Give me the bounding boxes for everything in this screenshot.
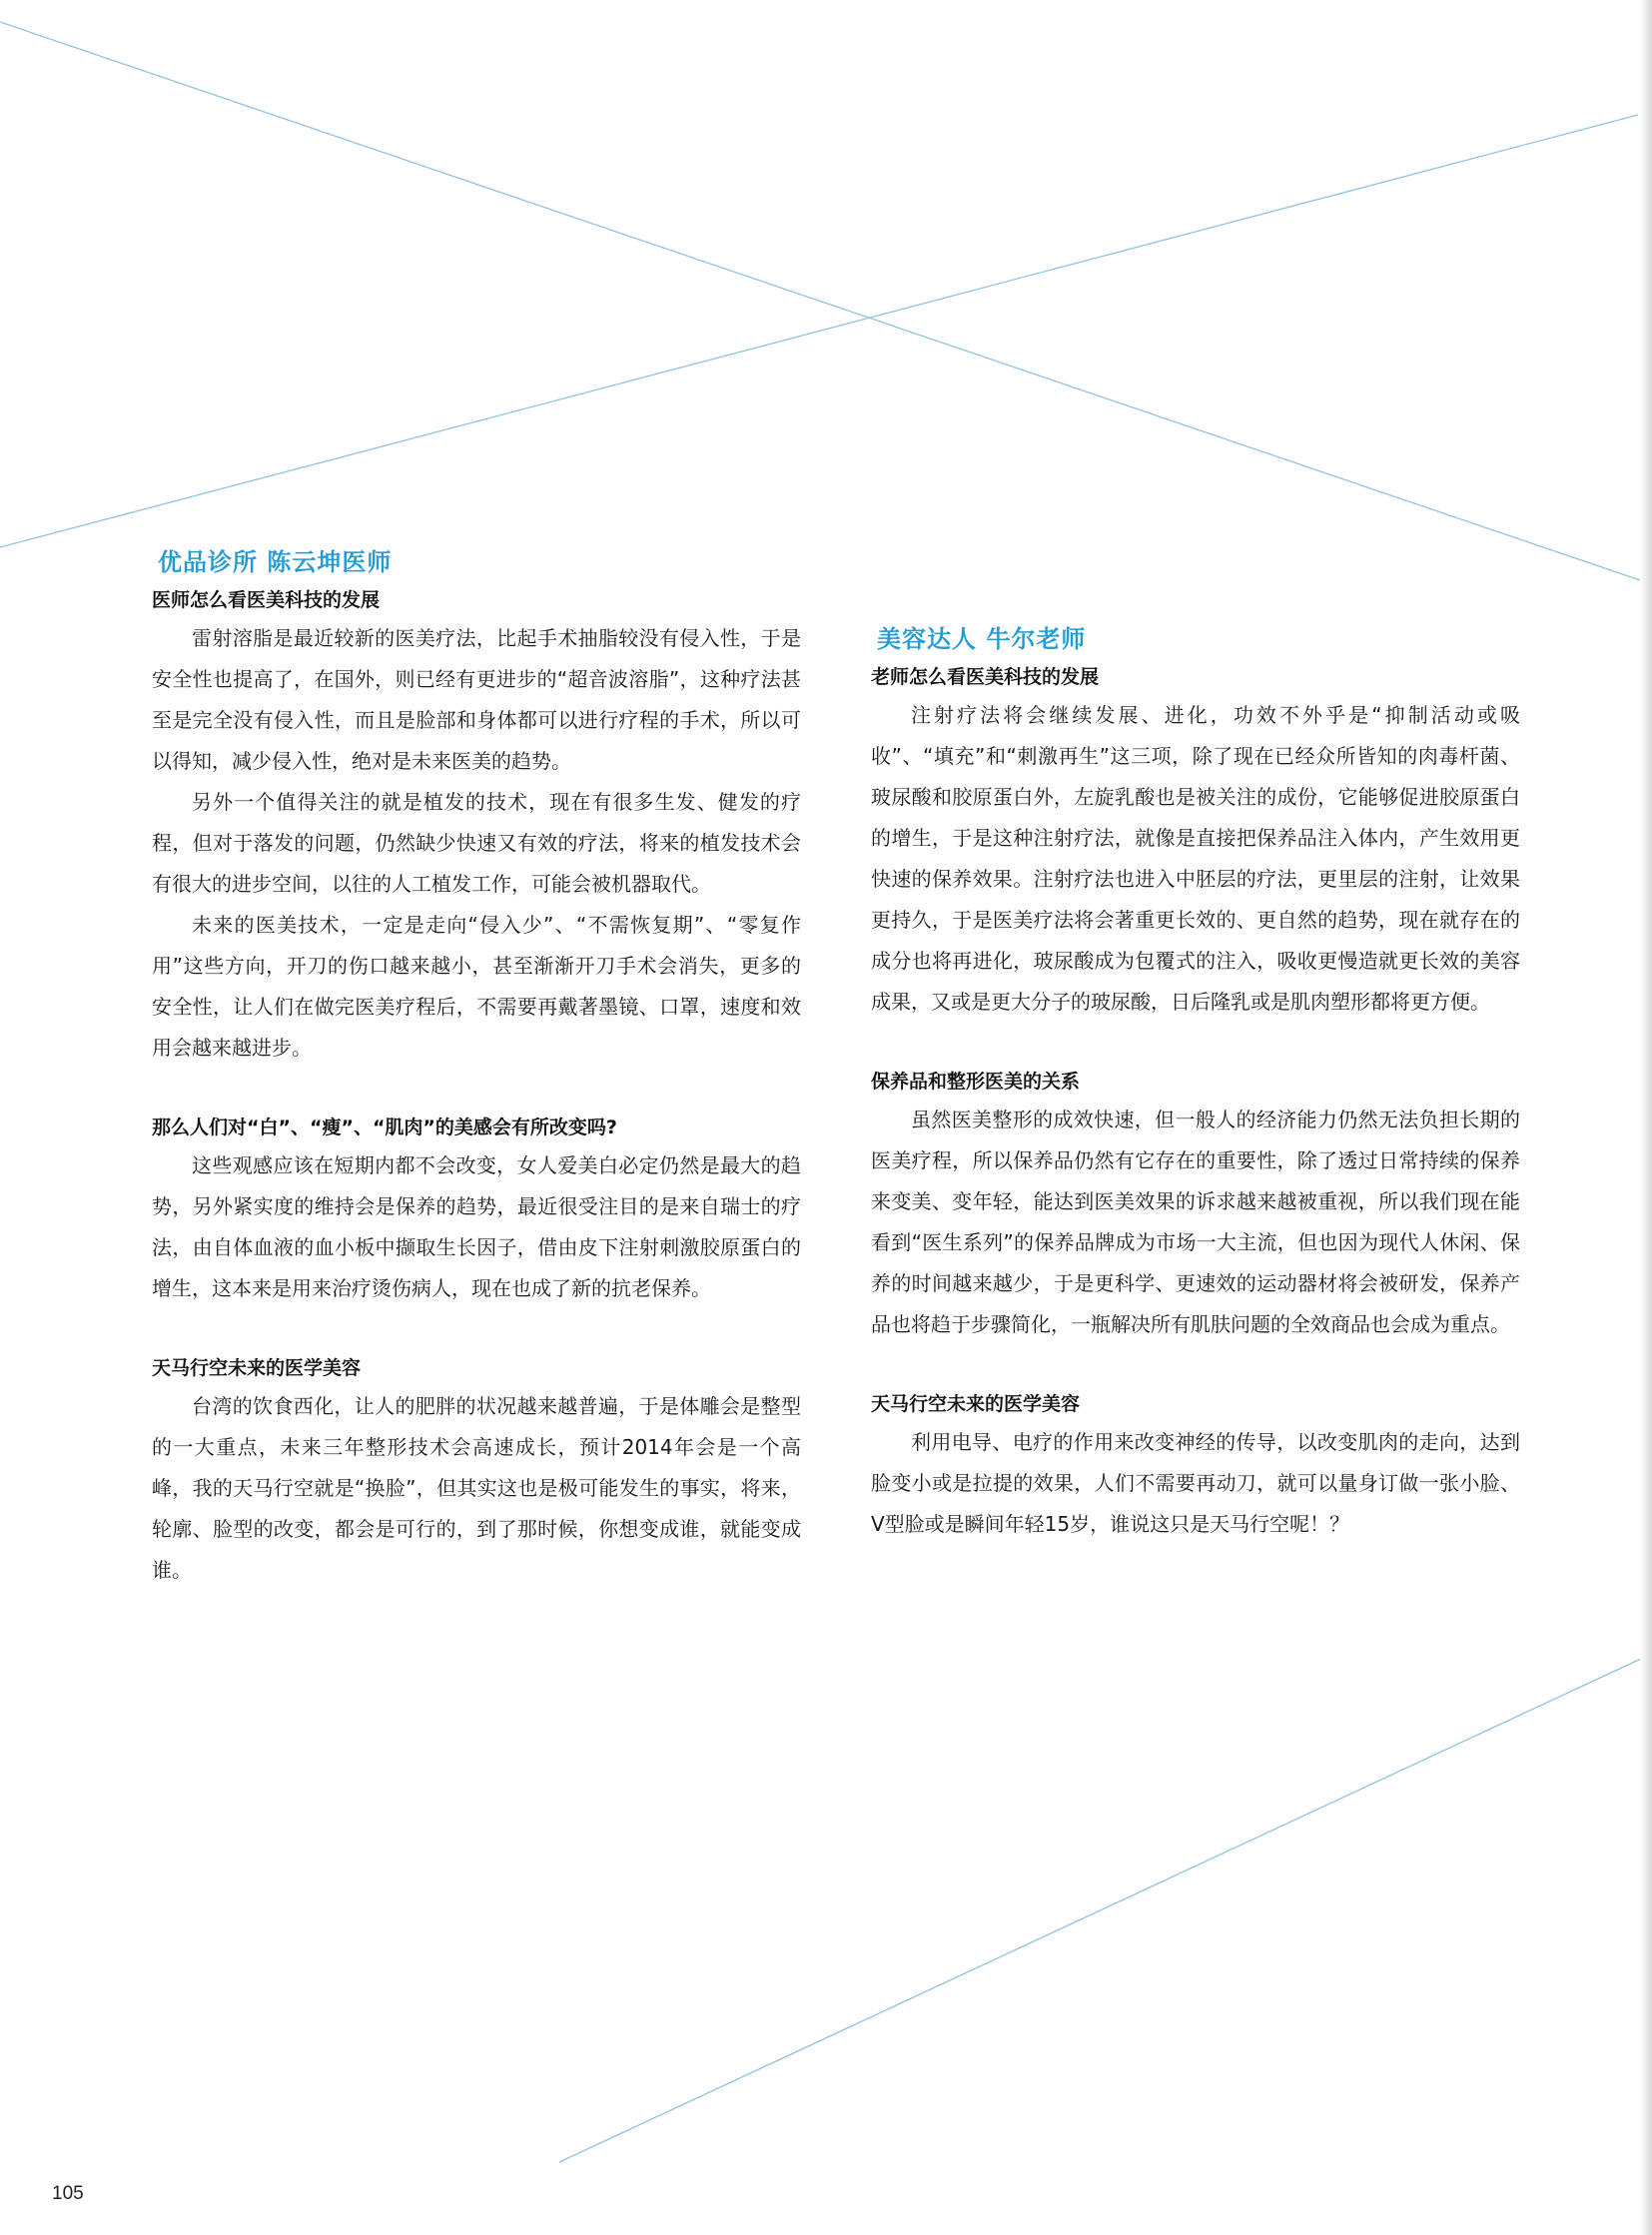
section-title: 那么人们对“白”、“瘦”、“肌肉”的美感会有所改变吗? [152, 1117, 617, 1138]
left-column [152, 542, 801, 1635]
section-title: 医师怎么看医美科技的发展 [152, 589, 381, 611]
body-paragraph: 台湾的饮食西化，让人的肥胖的状况越来越普遍，于是体雕会是整型的一大重点，未来三年整形技术会高速成长，预计2014年会是一个高峰，我的天马行空就是“换脸”，但其实这也是极可能发生的事实，将来，轮廓、脸型的改变，都会是可行的，到了那时候，你想变成谁，就能变成谁。 [152, 1394, 801, 1582]
body-paragraph: 未来的医美技术，一定是走向“侵入少”、“不需恢复期”、“零复作用”这些方向，开刀的伤口越来越小，甚至渐渐开刀手术会消失，更多的安全性，让人们在做完医美疗程后，不需要再戴著墨镜、口罩，速度和效用会越来越进步。 [152, 913, 801, 1060]
right-column [871, 619, 1520, 1589]
section-title: 天马行空未来的医学美容 [871, 1393, 1081, 1415]
body-paragraph: 雷射溶脂是最近较新的医美疗法，比起手术抽脂较没有侵入性，于是安全性也提高了，在国外，则已经有更进步的“超音波溶脂”，这种疗法甚至是完全没有侵入性，而且是脸部和身体都可以进行疗程的手术，所以可以得知，减少侵入性，绝对是未来医美的趋势。 [152, 626, 801, 773]
article-section [152, 585, 801, 1069]
body-paragraph: 另外一个值得关注的就是植发的技术，现在有很多生发、健发的疗程，但对于落发的问题，仍然缺少快速又有效的疗法，将来的植发技术会有很大的进步空间，以往的人工植发工作，可能会被机器取代。 [152, 790, 801, 896]
section-title: 老师怎么看医美科技的发展 [871, 666, 1100, 688]
left-sections [152, 585, 801, 1591]
article-section [871, 662, 1520, 1023]
body-paragraph: 利用电导、电疗的作用来改变神经的传导，以改变肌肉的走向，达到脸变小或是拉提的效果，人们不需要再动刀，就可以量身订做一张小脸、V型脸或是瞬间年轻15岁，谁说这只是天马行空呢！？ [871, 1430, 1520, 1536]
article-section [871, 1067, 1520, 1345]
body-paragraph: 虽然医美整形的成效快速，但一般人的经济能力仍然无法负担长期的医美疗程，所以保养品仍然有它存在的重要性，除了透过日常持续的保养来变美、变年轻，能达到医美效果的诉求越来越被重视，所以我们现在能看到“医生系列”的保养品牌成为市场一大主流，但也因为现代人休闲、保养的时间越来越少，于是更科学、更速效的运动器材将会被研发，保养产品也将趋于步骤简化，一瓶解决所有肌肤问题的全效商品也会成为重点。 [871, 1108, 1520, 1336]
section-title: 保养品和整形医美的关系 [871, 1071, 1081, 1093]
article-section [871, 1389, 1520, 1545]
author-heading-right: 美容达人 牛尔老师 [877, 625, 1087, 653]
scan-edge-shadow [1640, 0, 1652, 2235]
article-section [152, 1113, 801, 1309]
section-title: 天马行空未来的医学美容 [152, 1357, 362, 1379]
page-number: 105 [52, 2183, 84, 2204]
author-heading-left: 优品诊所 陈云坤医师 [158, 548, 393, 576]
body-paragraph: 这些观感应该在短期内都不会改变，女人爱美白必定仍然是最大的趋势，另外紧实度的维持会是保养的趋势，最近很受注目的是来自瑞士的疗法，由自体血液的血小板中撷取生长因子，借由皮下注射刺激胶原蛋白的增生，这本来是用来治疗烫伤病人，现在也成了新的抗老保养。 [152, 1153, 801, 1300]
body-paragraph: 注射疗法将会继续发展、进化，功效不外乎是“抑制活动或吸收”、“填充”和“刺激再生”这三项，除了现在已经众所皆知的肉毒杆菌、玻尿酸和胶原蛋白外，左旋乳酸也是被关注的成份，它能够促进胶原蛋白的增生，于是这种注射疗法，就像是直接把保养品注入体内，产生效用更快速的保养效果。注射疗法也进入中胚层的疗法，更里层的注射，让效果更持久，于是医美疗法将会著重更长效的、更自然的趋势，现在就存在的成分也将再进化，玻尿酸成为包覆式的注入，吸收更慢造就更长效的美容成果，又或是更大分子的玻尿酸，日后隆乳或是肌肉塑形都将更方便。 [871, 703, 1520, 1014]
right-sections [871, 662, 1520, 1545]
article-section [152, 1353, 801, 1591]
